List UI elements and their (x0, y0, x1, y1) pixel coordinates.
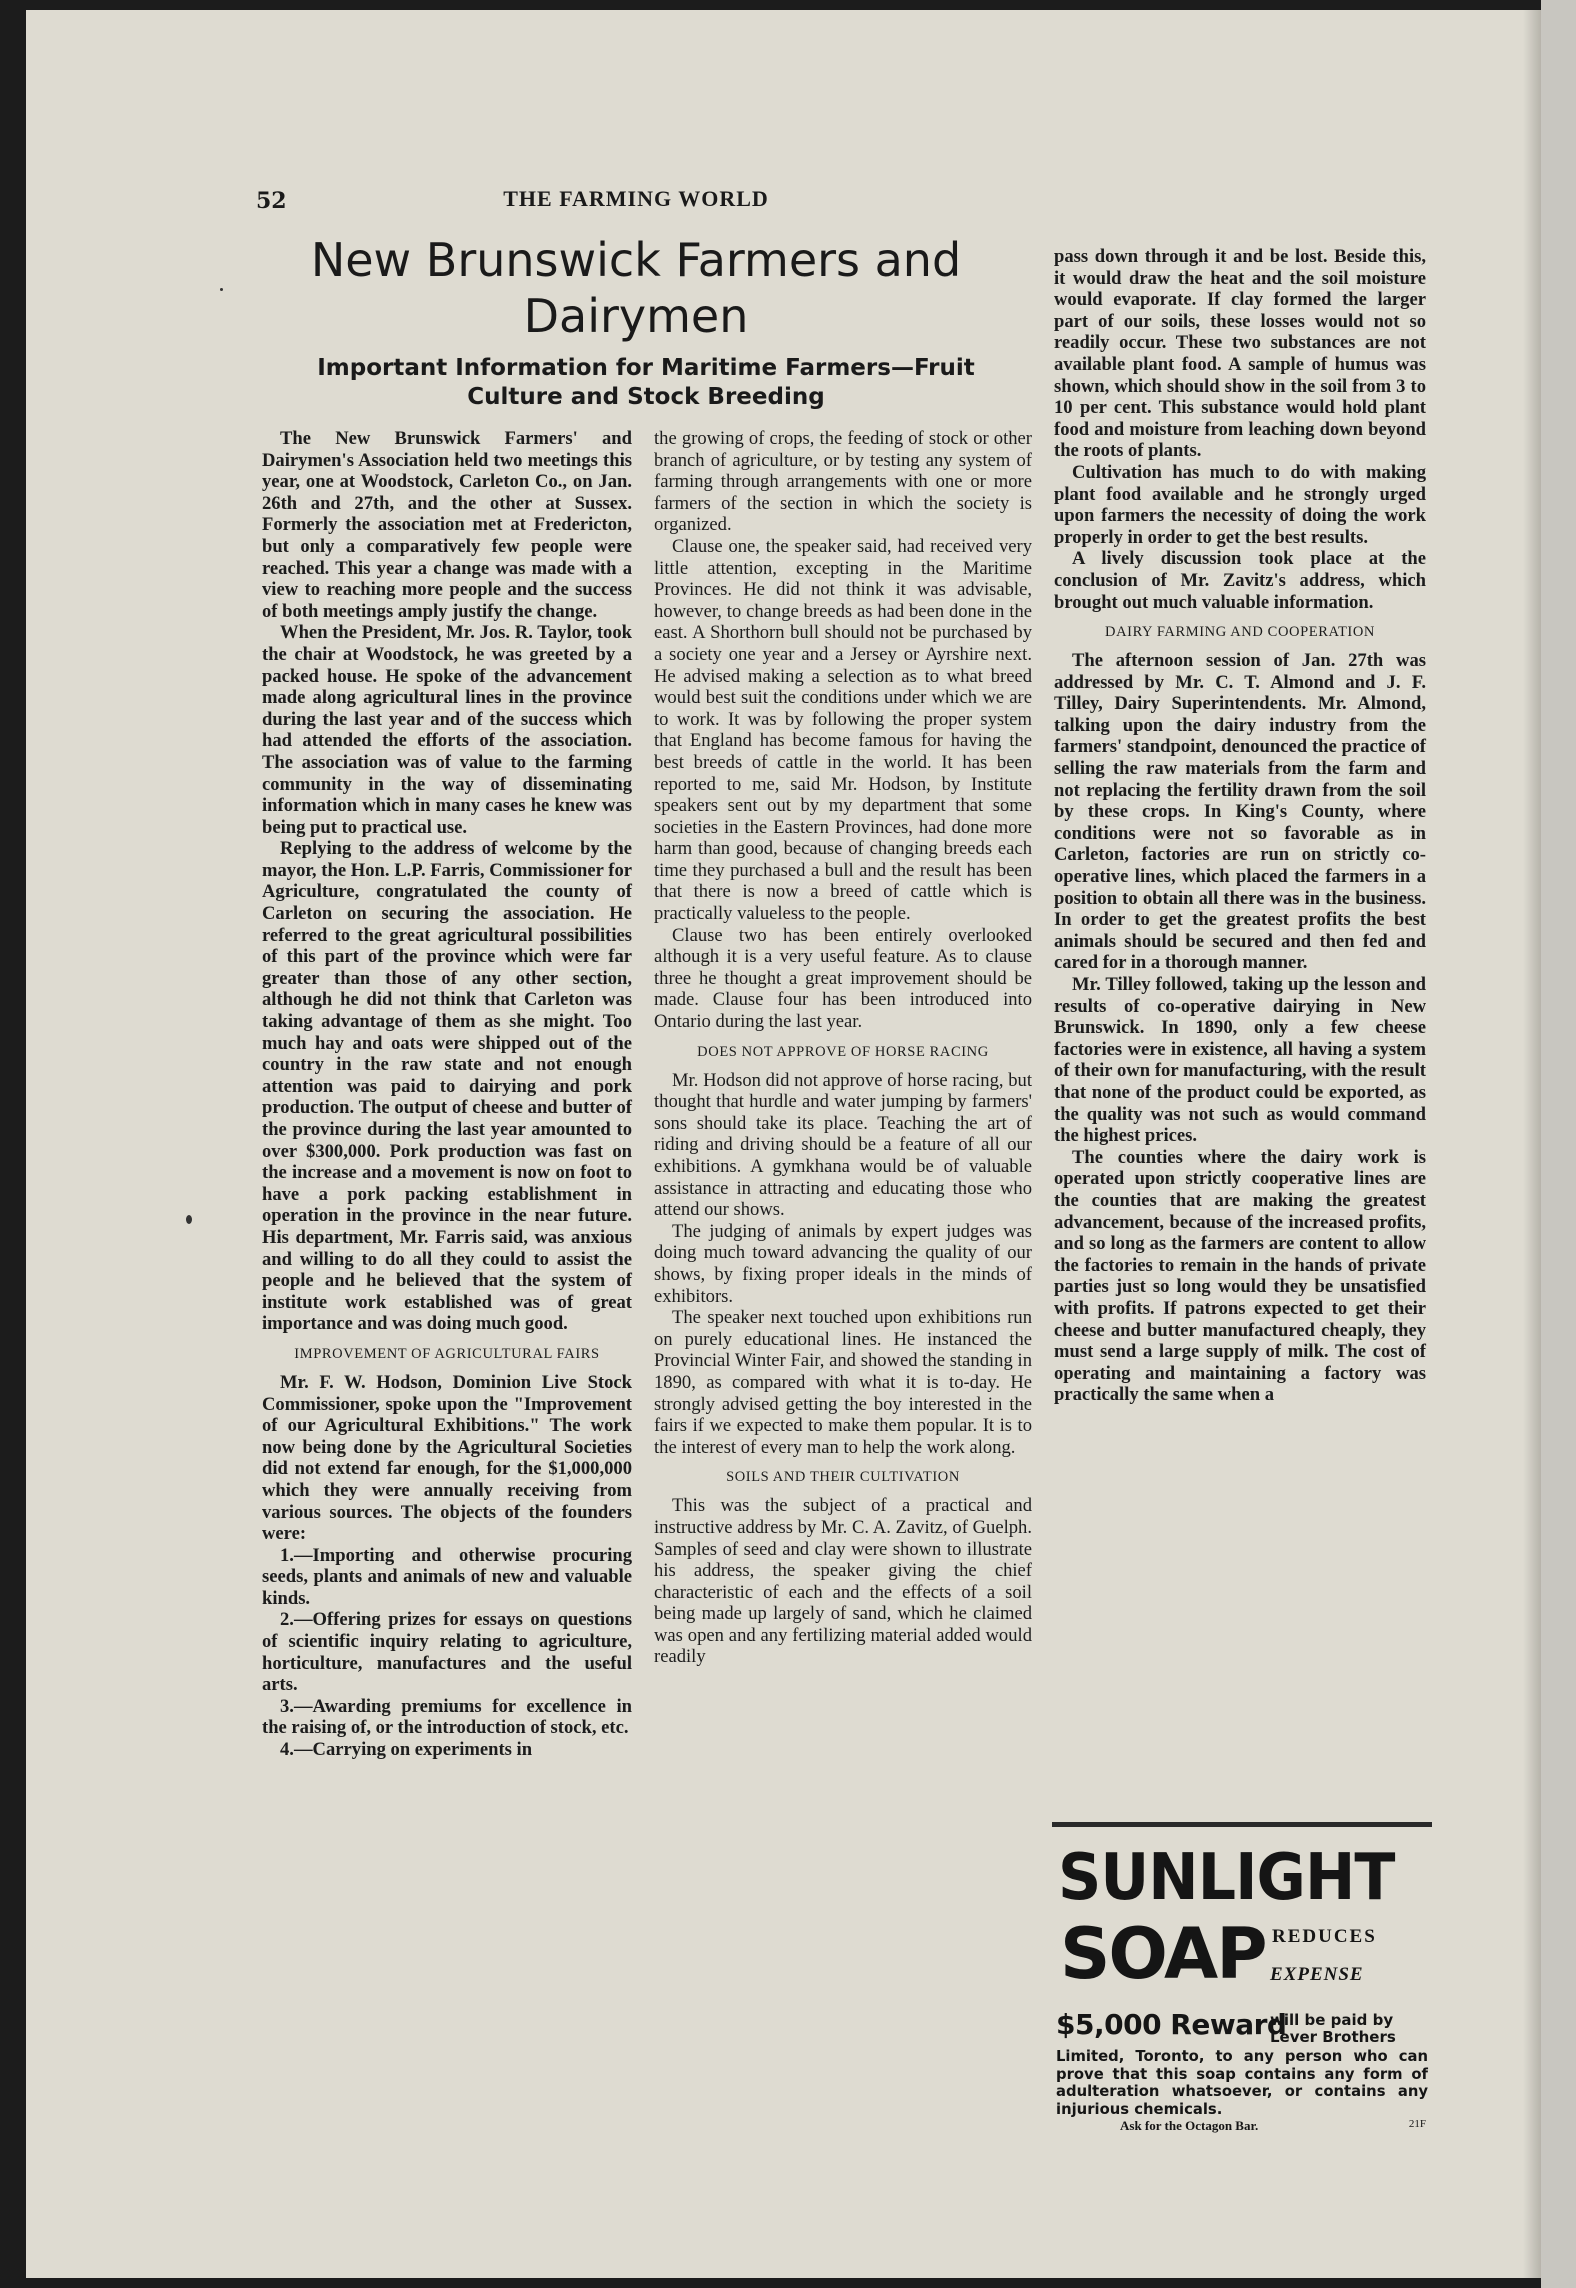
paragraph: Mr. Tilley followed, taking up the lesson and results of co-operative dairying in New Brunswick. In 1890, only a few cheese factories were in existence, all having a system of their own for manufacturing, with the result that none of the product could be exported, as the quality was not such as would command the highest prices. (1054, 974, 1426, 1147)
ad-reward-text: will be paid by Lever Brothers (1270, 2011, 1396, 2046)
sunlight-soap-advertisement (1052, 1822, 1432, 2132)
paragraph: The judging of animals by expert judges was doing much toward advancing the quality of our shows, by fixing proper ideals in the minds of exhibitors. (654, 1220, 1032, 1307)
list-item: 2.—Offering prizes for essays on questions of scientific inquiry relating to agriculture, horticulture, manufactures and the useful arts. (262, 1609, 632, 1696)
column-1 (262, 428, 632, 1761)
print-speck (220, 288, 223, 291)
print-speck (186, 1215, 192, 1224)
running-head: THE FARMING WORLD (503, 186, 769, 211)
section-heading: DAIRY FARMING AND COOPERATION (1105, 624, 1375, 641)
scan-margin (1541, 0, 1576, 2288)
paragraph: A lively discussion took place at the conclusion of Mr. Zavitz's address, which brought out much valuable information. (1054, 548, 1426, 613)
article-title: New Brunswick Farmers and Dairymen (310, 233, 962, 343)
section-heading: DOES NOT APPROVE OF HORSE RACING (697, 1043, 989, 1060)
ad-reward-amount: $5,000 Reward (1056, 2008, 1287, 2041)
paragraph: pass down through it and be lost. Beside this, it would draw the heat and the soil moisture would evaporate. If clay formed the larger part of our soils, these losses would not so readily occur. These two substances are not available plant food. A sample of humus was shown, which should show in the soil from 3 to 10 per cent. This substance would hold plant food and moisture from leaching down beyond the roots of plants. (1054, 246, 1426, 462)
ad-fine-print: Limited, Toronto, to any person who can prove that this soap contains any form of adulteration whatsoever, or contains any injurious chemicals. (1056, 2048, 1428, 2118)
paragraph: The counties where the dairy work is operated upon strictly cooperative lines are the counties that are making the greatest advancement, because of the increased profits, and so long as the farmers are content to allow the factories to remain in the hands of private parties just so long would they be unsatisfied with profits. If patrons expected to get their cheese and butter manufactured cheaply, they must send a large supply of milk. The cost of operating and maintaining a factory was practically the same when a (1054, 1146, 1426, 1406)
column-2 (654, 428, 1032, 1668)
paragraph: The afternoon session of Jan. 27th was addressed by Mr. C. T. Almond and J. F. Tilley, Dairy Superintendents. Mr. Almond, talking upon the dairy industry from the farmers' standpoint, denounced the practice of selling the raw materials from the farm and not replacing the fertility drawn from the soil by these crops. In King's County, where conditions were not so favorable as in Carleton, factories are run on strictly co-operative lines, which placed the farmers in a position to obtain all there was in the business. In order to get the greatest profits the best animals should be secured and then fed and cared for in a thorough manner. (1054, 650, 1426, 974)
paragraph: Cultivation has much to do with making plant food available and he strongly urged upon farmers the necessity of doing the work properly in order to get the best results. (1054, 461, 1426, 548)
paragraph: Clause two has been entirely overlooked although it is a very useful feature. As to clause three he thought a great improvement should be made. Clause four has been introduced into Ontario during the last year. (654, 924, 1032, 1033)
paragraph: the growing of crops, the feeding of stock or other branch of agriculture, or by testing any system of farming through arrangements with one or more farmers of the section in which the society is organized. (654, 428, 1032, 536)
ad-tagline-reduces: REDUCES (1272, 1926, 1377, 1947)
objects-list (262, 1545, 632, 1761)
page-edge-shadow (1523, 10, 1541, 2278)
ad-brand-sunlight: SUNLIGHT (1058, 1841, 1395, 1915)
page-header (256, 178, 1016, 218)
paragraph: Clause one, the speaker said, had received very little attention, excepting in the Maritime Provinces. He did not think it was advisable, however, to change breeds as had been done in the east. A Shorthorn bull should not be purchased by a society one year and a Jersey or Ayrshire next. He advised making a selection as to what breed would best suit the conditions under which we are to work. It was by following the proper system that England has become famous for having the best breeds of cattle in the world. It has been reported to me, said Mr. Hodson, by Institute speakers sent out by my department that some societies in the Eastern Provinces, had done more harm than good, because of changing breeds each time they purchased a bull and the result has been that there is now a breed of cattle which is practically valueless to the people. (654, 535, 1032, 925)
magazine-page (26, 10, 1541, 2278)
ad-tagline-expense: EXPENSE (1270, 1964, 1364, 1985)
article-subtitle: Important Information for Maritime Farmers—Fruit Culture and Stock Breeding (317, 355, 975, 410)
ad-code: 21F (1408, 2118, 1426, 2130)
page-number: 52 (256, 188, 287, 214)
paragraph: Mr. F. W. Hodson, Dominion Live Stock Commissioner, spoke upon the "Improvement of our Agricultural Exhibitions." The work now being done by the Agricultural Societies did not extend far enough, for the $1,000,000 which they were annually receiving from various sources. The objects of the founders were: (262, 1371, 632, 1545)
paragraph: Mr. Hodson did not approve of horse racing, but thought that hurdle and water jumping by farmers' sons should take its place. Teaching the art of riding and driving should be a feature of all our exhibitions. A gymkhana would be of valuable assistance in attracting and educating those who attend our shows. (654, 1069, 1032, 1221)
list-item: 1.—Importing and otherwise procuring seeds, plants and animals of new and valuable kinds. (262, 1544, 632, 1609)
ad-brand-soap: SOAP (1060, 1913, 1266, 1995)
section-heading: SOILS AND THEIR CULTIVATION (726, 1469, 960, 1486)
list-item: 3.—Awarding premiums for excellence in the raising of, or the introduction of stock, etc. (262, 1695, 632, 1739)
paragraph: Replying to the address of welcome by the mayor, the Hon. L.P. Farris, Commissioner for Agriculture, congratulated the county of Carleton on securing the association. He referred to the great agricultural possibilities of this part of the province which were far greater than those of any other section, although he did not think that Carleton was taking advantage of them as she might. Too much hay and oats were shipped out of the country in the raw state and not enough attention was paid to dairying and pork production. The output of cheese and butter of the province during the last year amounted to over $300,000. Pork production was fast on the increase and a movement is now on foot to have a pork packing establishment in operation in the province in the near future. His department, Mr. Farris said, was anxious and willing to do all they could to assist the people and he believed that the system of institute work established was of great importance and was doing much good. (262, 838, 632, 1335)
ad-top-rule (1052, 1822, 1432, 1827)
list-item: 4.—Carrying on experiments in (280, 1739, 533, 1761)
section-heading: IMPROVEMENT OF AGRICULTURAL FAIRS (294, 1345, 600, 1362)
paragraph: This was the subject of a practical and instructive address by Mr. C. A. Zavitz, of Guelph. Samples of seed and clay were shown to illustrate his address, the speaker giving the chief characteristic of each and the effects of a soil being made up largely of sand, which he claimed was open and any fertilizing material added would readily (654, 1495, 1032, 1668)
paragraph: The New Brunswick Farmers' and Dairymen's Association held two meetings this year, one at Woodstock, Carleton Co., on Jan. 26th and 27th, and the other at Sussex. Formerly the association met at Fredericton, but only a comparatively few people were reached. This year a change was made with a view to reaching more people and the success of both meetings amply justify the change. (262, 428, 632, 622)
column-3 (1054, 246, 1426, 1406)
paragraph: When the President, Mr. Jos. R. Taylor, took the chair at Woodstock, he was greeted by a packed house. He spoke of the advancement made along agricultural lines in the province during the last year and of the success which had attended the efforts of the association. The association was of value to the farming community in the way of disseminating information which in many cases he knew was being put to practical use. (262, 622, 632, 838)
paragraph: The speaker next touched upon exhibitions run on purely educational lines. He instanced the Provincial Winter Fair, and showed the standing in 1890, as compared with what it is to-day. He strongly advised getting the boy interested in the fairs if we expected to make them popular. It is to the interest of every man to help the work along. (654, 1307, 1032, 1458)
ad-footer: Ask for the Octagon Bar. (1120, 2118, 1259, 2133)
